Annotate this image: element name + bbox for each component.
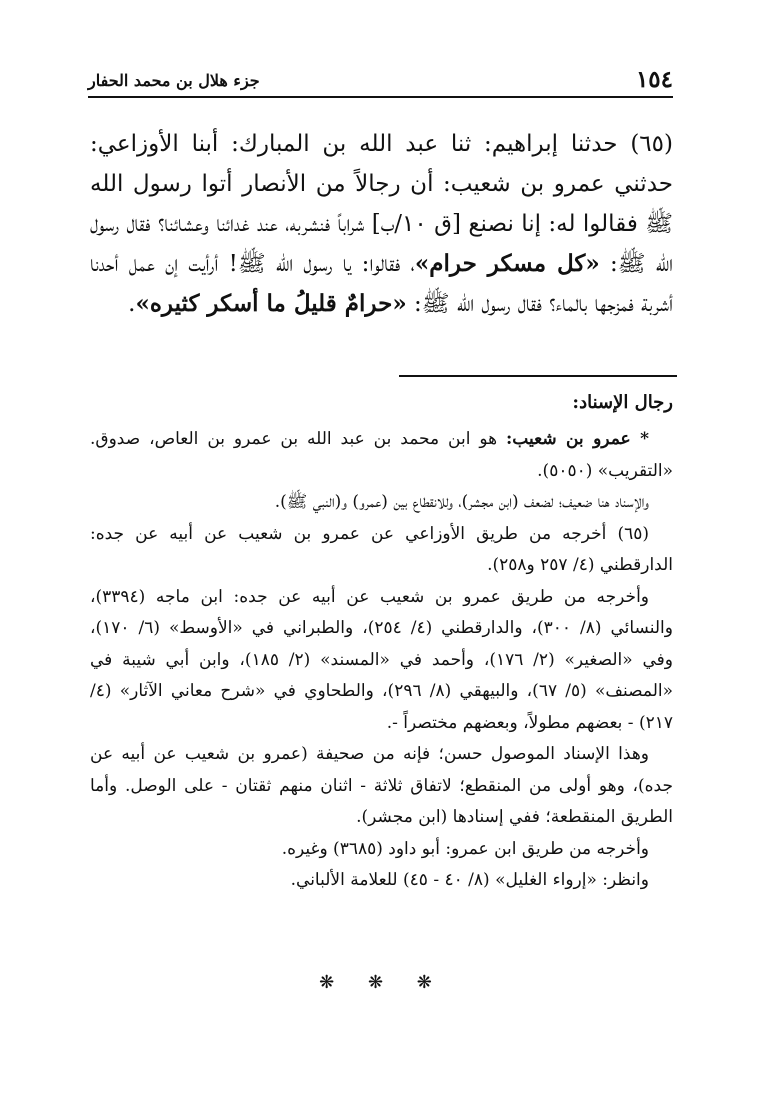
running-title: جزء هلال بن محمد الحفار xyxy=(88,71,260,90)
footnotes xyxy=(90,424,673,897)
hadith-part-1: (٦٥) حدثنا إبراهيم: ثنا عبد الله بن المبارك: أبنا الأوزاعي: حدثني عمرو بن شعيب: أن رجالاً من الأنصار أتوا رسول الله ﷺ فقالوا له: إنا نصنع [ق ١٠/ب] شراباً فنشربه، عند غدائنا وعشائنا؟ فقال رسول الله ﷺ: xyxy=(90,131,673,277)
hadith-paragraph xyxy=(90,124,673,324)
hadith-quote-2: «حرامٌ قليلُ ما أسكر كثيره» xyxy=(135,290,407,317)
note-isnad-weak: والإسناد هنا ضعيف؛ لضعف (ابن مجشر)، وللانقطاع بين (عمرو) و(النبي ﷺ). xyxy=(274,492,649,512)
note-takhrij-2: وأخرجه من طريق عمرو بن شعيب عن أبيه عن جده: ابن ماجه (٣٣٩٤)، والنسائي (٨/ ٣٠٠)، والدارقطني (٤/ ٢٥٤)، والطبراني في «الأوسط» (٦/ ١٧٠)، وفي «الصغير» (٢/ ١٧٦)، وأحمد في «المسند» (٢/ ١٨٥)، وابن أبي شيبة في «المصنف» (٥/ ٦٧)، والبيهقي (٨/ ٢٩٦)، والطحاوي في «شرح معاني الآثار» (٤/ ٢١٧) - بعضهم مطولاً، وبعضهم مختصراً -. xyxy=(90,586,674,733)
note-takhrij-3: وأخرجه من طريق ابن عمرو: أبو داود (٣٦٨٥) وغيره. xyxy=(281,838,649,859)
note-see-also: وانظر: «إرواء الغليل» (٨/ ٤٠ - ٤٥) للعلامة الألباني. xyxy=(290,870,649,890)
note-narrator xyxy=(90,424,673,487)
hadith-part-2: ، فقالوا: يا رسول الله ﷺ! أرأيت إن عمل أحدنا أشربة فمزجها بالماء؟ فقال رسول الله ﷺ: xyxy=(90,251,673,317)
page-number: ١٥٤ xyxy=(635,66,673,93)
narrator-name: * عمرو بن شعيب: xyxy=(506,429,649,449)
narrator-desc: هو ابن محمد بن عبد الله بن عمرو بن العاص، صدوق. «التقريب» (٥٠٥٠). xyxy=(90,429,673,481)
hadith-part-3: . xyxy=(128,291,136,317)
note-isnad-hasan: وهذا الإسناد الموصول حسن؛ فإنه من صحيفة (عمرو بن شعيب عن أبيه عن جده)، وهو أولى من المنقطع؛ لاتفاق ثلاثة - اثنان منهم ثقتان - على الوصل. وأما الطريق المنقطعة؛ ففي إسنادها (ابن مجشر). xyxy=(90,744,673,827)
ornament-divider: ❋ ❋ ❋ xyxy=(319,972,446,993)
hadith-quote-1: «كل مسكر حرام» xyxy=(414,250,600,277)
note-takhrij-1: (٦٥) أخرجه من طريق الأوزاعي عن عمرو بن شعيب عن أبيه عن جده: الدارقطني (٤/ ٢٥٧ و٢٥٨). xyxy=(90,523,673,575)
footnote-divider xyxy=(399,375,677,377)
hadith-text xyxy=(90,124,673,324)
section-heading: رجال الإسناد: xyxy=(572,392,673,413)
page-header xyxy=(88,66,673,98)
